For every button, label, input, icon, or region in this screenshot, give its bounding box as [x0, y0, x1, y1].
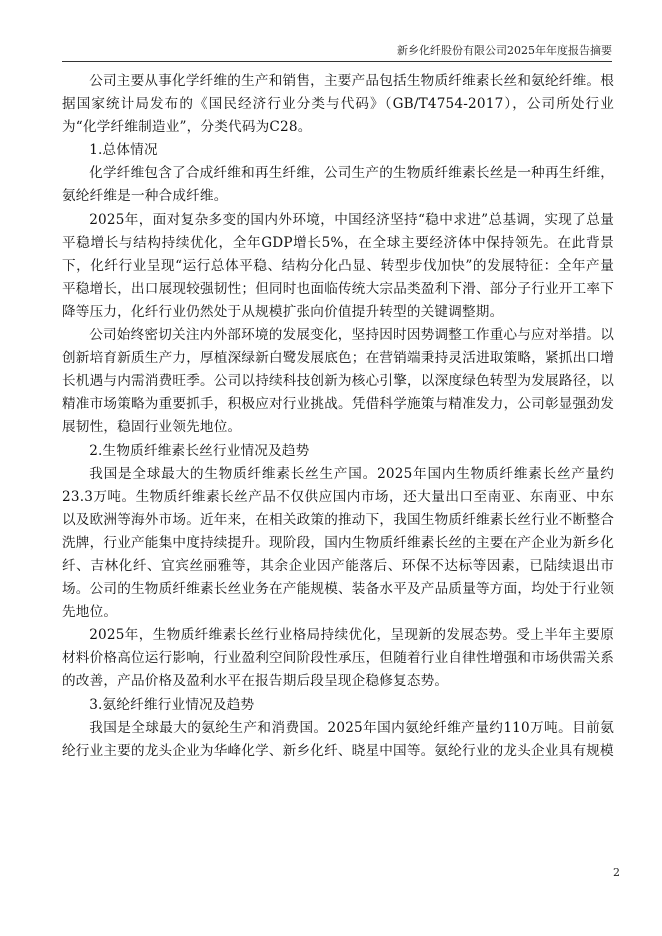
paragraph-company-strategy: 公司始终密切关注内外部环境的发展变化，坚持因时因势调整工作重心与应对举措。以创新培育新质生产力，厚植深绿新白鹭发展底色；在营销端秉持灵活进取策略，紧抓出口增长机遇与内需消费旺季。公司以持续科技创新为核心引擎，以深度绿色转型为发展路径，以精准市场策略为重要抓手，积极应对行业挑战。凭借科学施策与精准发力，公司彰显强劲发展韧性，稳固行业领先地位。: [62, 327, 614, 436]
paragraph-cellulose-2025: 2025年，生物质纤维素长丝行业格局持续优化，呈现新的发展态势。受上半年主要原材料价格高位运行影响，行业盈利空间阶段性承压，但随着行业自律性增强和市场供需关系的改善，产品价格及盈利水平在报告期后段呈现企稳修复态势。: [62, 627, 614, 690]
paragraph-cellulose-market: 我国是全球最大的生物质纤维素长丝生产国。2025年国内生物质纤维素长丝产量约23.3万吨。生物质纤维素长丝产品不仅供应国内市场，还大量出口至南亚、东南亚、中东以及欧洲等海外市场。近年来，在相关政策的推动下，我国生物质纤维素长丝行业不断整合洗牌，行业产能集中度持续提升。现阶段，国内生物质纤维素长丝的主要在产企业为新乡化纤、吉林化纤、宜宾丝丽雅等，其余企业因产能落后、环保不达标等因素，已陆续退出市场。公司的生物质纤维素长丝业务在产能规模、装备水平及产品质量等方面，均处于行业领先地位。: [62, 465, 614, 621]
section-heading-spandex: 3.氨纶纤维行业情况及趋势: [89, 696, 255, 713]
section-heading-overall: 1.总体情况: [89, 142, 158, 159]
page-number: 2: [613, 866, 620, 879]
paragraph-spandex-market: 我国是全球最大的氨纶生产和消费国。2025年国内氨纶纤维产量约110万吨。目前氨纶行业主要的龙头企业为华峰化学、新乡化纤、晓星中国等。氨纶行业的龙头企业具有规模: [62, 719, 614, 759]
paragraph-industry-2025: 2025年，面对复杂多变的国内外环境，中国经济坚持“稳中求进”总基调，实现了总量平稳增长与结构持续优化，全年GDP增长5%，在全球主要经济体中保持领先。在此背景下，化纤行业呈现“运行总体平稳、结构分化凸显、转型步伐加快”的发展特征：全年产量平稳增长，出口展现较强韧性；但同时也面临传统大宗品类盈利下滑、部分子行业开工率下降等压力，化纤行业仍然处于从规模扩张向价值提升转型的关键调整期。: [62, 211, 614, 320]
header-divider: [62, 61, 612, 62]
paragraph-fiber-types: 化学纤维包含了合成纤维和再生纤维，公司生产的生物质纤维素长丝是一种再生纤维，氨纶纤维是一种合成纤维。: [62, 165, 614, 205]
paragraph-business-overview: 公司主要从事化学纤维的生产和销售，主要产品包括生物质纤维素长丝和氨纶纤维。根据国家统计局发布的《国民经济行业分类与代码》（GB/T4754-2017），公司所处行业为“化学纤维制造业”，分类代码为C28。: [62, 73, 614, 136]
header-title: 新乡化纤股份有限公司2025年年度报告摘要: [397, 44, 612, 57]
body-content: [62, 70, 614, 763]
page-header: [62, 44, 612, 58]
section-heading-cellulose: 2.生物质纤维素长丝行业情况及趋势: [89, 442, 310, 459]
